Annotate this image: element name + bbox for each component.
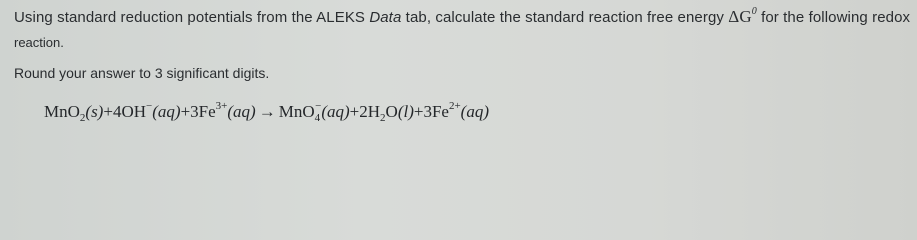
question-line-1 (14, 6, 910, 27)
question-text-middle: tab, calculate the standard reaction free energy (401, 9, 729, 26)
fe3-term: $+3Fe^{3+}(aq)$ (180, 100, 256, 121)
question-text-start: Using standard reduction potentials from the ALEKS (14, 9, 370, 26)
data-tab-italic: Data (369, 9, 402, 26)
redox-equation (44, 100, 489, 124)
mno2-term: MnO$_2$(s) (44, 102, 104, 124)
fe2-term: $+3Fe^{2+}(aq)$ (413, 100, 489, 121)
rounding-instruction: Round your answer to 3 significant digits. (14, 65, 270, 81)
mno4-term: MnO$_4$−(aq) (278, 100, 350, 124)
h2o-term: $+2H_2O(l)$ (349, 102, 414, 124)
question-text-end: for the following redox (756, 9, 911, 26)
reaction-arrow: → (258, 102, 276, 121)
question-line-2: reaction. (14, 35, 64, 50)
oh-term: +4OH−(aq) (103, 100, 181, 121)
delta-g-symbol: $\Delta G^0$ (728, 6, 757, 26)
